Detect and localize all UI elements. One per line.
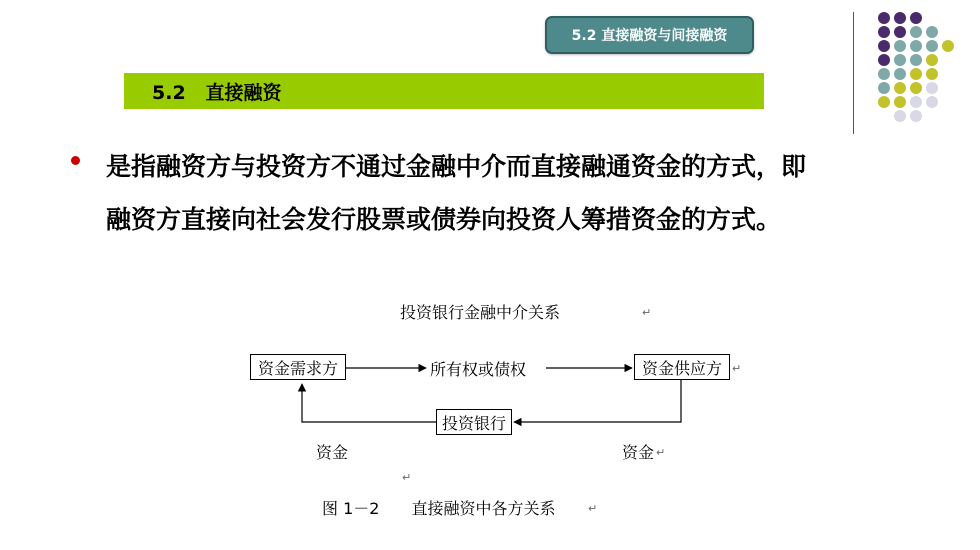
left-funds-label: 资金 [316, 443, 349, 462]
paragraph-mark: ↵ [588, 502, 598, 515]
relationship-diagram [230, 290, 790, 530]
decor-dot [910, 26, 922, 38]
ownership-label: 所有权或债权 [430, 360, 527, 379]
decor-dot [878, 54, 890, 66]
header-divider [853, 12, 854, 134]
section-badge: 5.2 直接融资与间接融资 [545, 16, 754, 54]
paragraph-mark: ↵ [402, 471, 412, 484]
figure-caption: 图 1－2 直接融资中各方关系 [322, 499, 556, 518]
decor-dot [926, 82, 938, 94]
section-heading: 5.2 直接融资 [152, 81, 282, 104]
decor-dot [926, 96, 938, 108]
decor-dot [894, 68, 906, 80]
investment-bank-box: 投资银行 [436, 409, 512, 435]
decor-dot [878, 40, 890, 52]
definition-paragraph: 是指融资方与投资方不通过金融中介而直接融通资金的方式，即融资方直接向社会发行股票或债券向投资人筹措资金的方式。 [106, 152, 807, 234]
decor-dot [910, 96, 922, 108]
demand-box: 资金需求方 [250, 354, 346, 380]
paragraph-mark: ↵ [642, 306, 652, 319]
decor-dot [926, 68, 938, 80]
arrow-supply-to-bank [514, 380, 681, 422]
paragraph-mark: ↵ [732, 362, 742, 375]
decor-dot [926, 54, 938, 66]
decor-dot [910, 54, 922, 66]
decor-dot [878, 82, 890, 94]
supply-box: 资金供应方 [634, 354, 730, 380]
decor-dot [942, 40, 954, 52]
decor-dot [894, 82, 906, 94]
decor-dot [894, 54, 906, 66]
decor-dot [894, 40, 906, 52]
decor-dot [894, 12, 906, 24]
decor-dot [926, 40, 938, 52]
decor-dot [910, 40, 922, 52]
bullet-icon [71, 156, 80, 165]
decor-dot [878, 96, 890, 108]
section-heading-bar [124, 73, 764, 109]
decor-dot [878, 12, 890, 24]
decor-dot [894, 110, 906, 122]
decor-dot [910, 82, 922, 94]
decor-dot [910, 12, 922, 24]
decor-dot [910, 68, 922, 80]
right-funds-label: 资金 [622, 443, 655, 462]
decor-dot [910, 110, 922, 122]
decor-dot [878, 26, 890, 38]
diagram-title: 投资银行金融中介关系 [400, 303, 561, 322]
decorative-dot-grid [870, 8, 980, 118]
decor-dot [894, 96, 906, 108]
arrow-bank-to-demand [302, 384, 436, 422]
decor-dot [894, 26, 906, 38]
paragraph-mark: ↵ [656, 446, 666, 459]
decor-dot [926, 26, 938, 38]
decor-dot [878, 68, 890, 80]
